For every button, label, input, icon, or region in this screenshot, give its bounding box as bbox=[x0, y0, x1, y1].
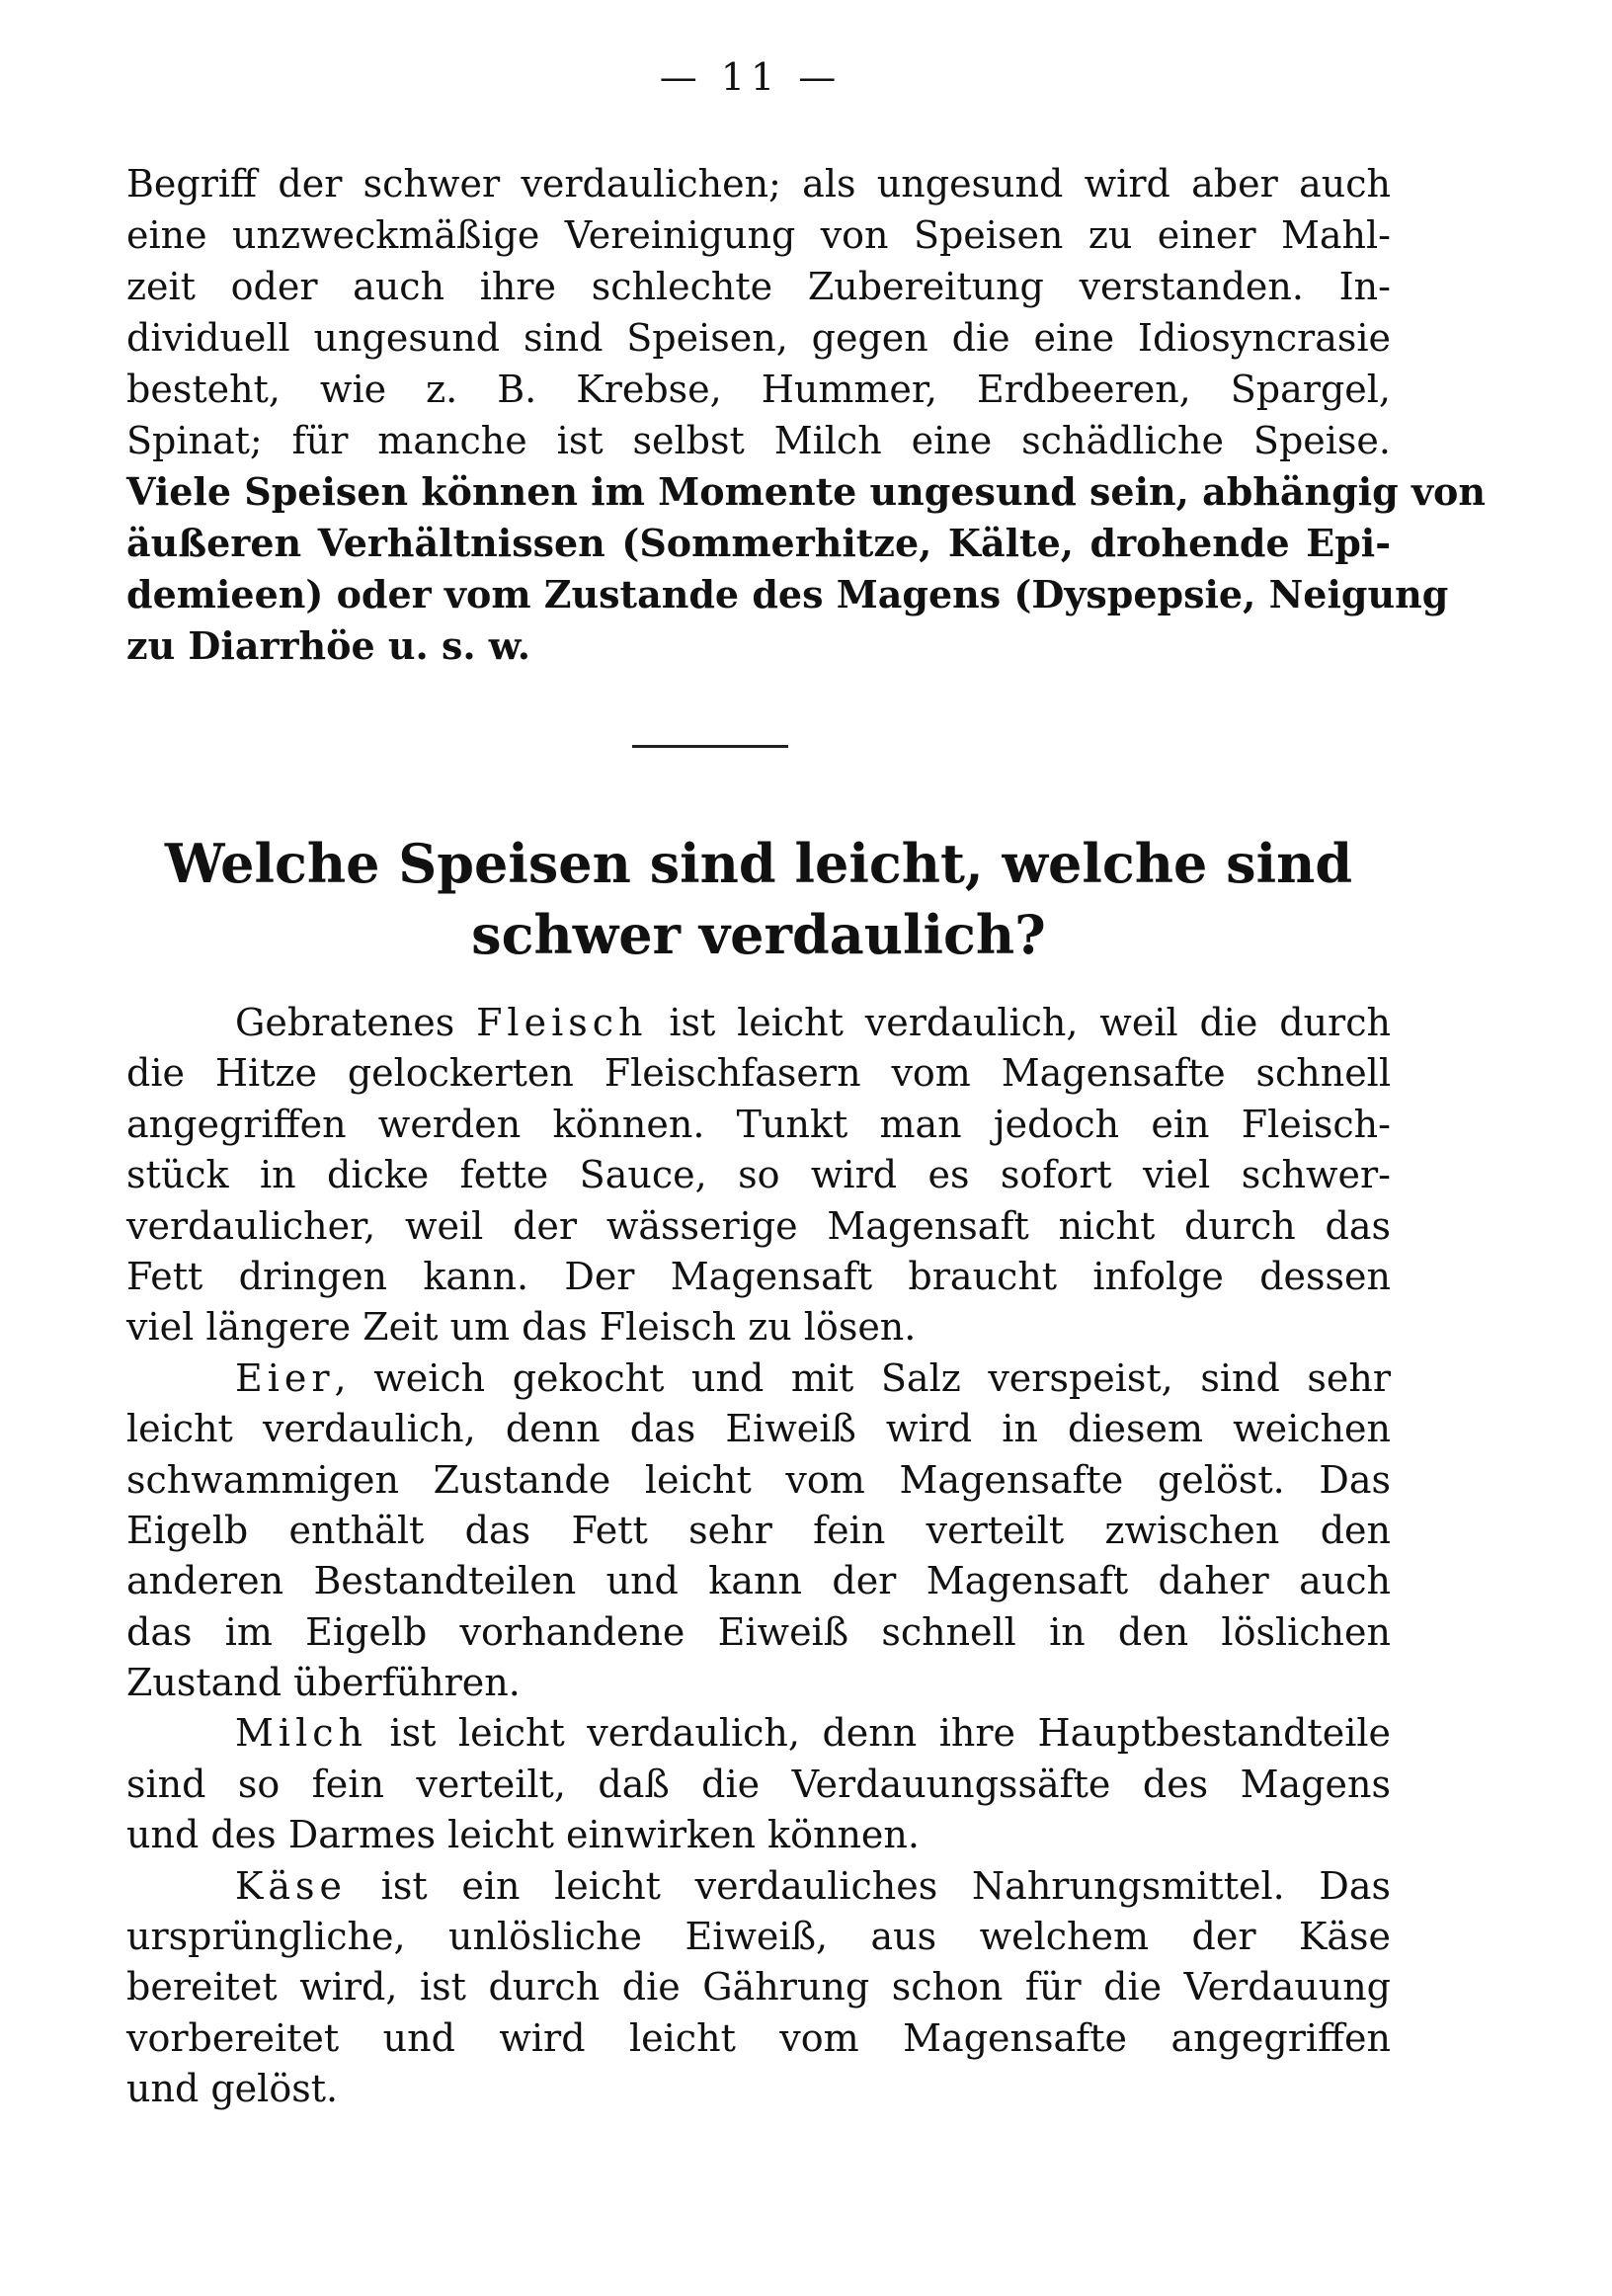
intro-line: demieen) oder vom Zustande des Magens (Dyspepsie, Neigung bbox=[126, 572, 1449, 616]
paragraph-line: bereitet wird, ist durch die Gährung schon für die Verdauung bbox=[126, 1965, 1391, 2009]
paragraph-line: verdaulicher, weil der wässerige Magensaft nicht durch das bbox=[126, 1203, 1391, 1248]
keyword-kaese: Käse bbox=[235, 1863, 348, 1908]
keyword-fleisch: Fleisch bbox=[476, 1001, 648, 1044]
intro-line: Begriff der schwer verdaulichen; als ungesund wird aber auch bbox=[126, 162, 1391, 205]
paragraph-line: die Hitze gelockerten Fleischfasern vom Magensafte schnell bbox=[126, 1051, 1391, 1096]
intro-paragraph bbox=[126, 158, 1487, 672]
intro-line: dividuell ungesund sind Speisen, gegen die eine Idiosyncrasie bbox=[126, 316, 1391, 360]
milch-suffix: ist leicht verdaulich, denn ihre Hauptbestandteile bbox=[389, 1711, 1391, 1756]
paragraph-line: ursprüngliche, unlösliche Eiweiß, aus welchem der Käse bbox=[126, 1915, 1391, 1959]
section-body bbox=[126, 998, 1391, 2115]
keyword-milch: Milch bbox=[235, 1711, 367, 1756]
paragraph-line: stück in dicke fette Sauce, so wird es sofort viel schwer- bbox=[126, 1153, 1391, 1197]
paragraph-kaese-first-line bbox=[126, 1861, 1391, 1912]
intro-line: zu Diarrhöe u. s. w. bbox=[126, 623, 530, 668]
section-divider bbox=[632, 745, 788, 748]
paragraph-line: Fett dringen kann. Der Magensaft braucht infolge dessen bbox=[126, 1254, 1391, 1298]
intro-line: besteht, wie z. B. Krebse, Hummer, Erdbeeren, Spargel, bbox=[126, 368, 1391, 411]
paragraph-line: leicht verdaulich, denn das Eiweiß wird in diesem weichen bbox=[126, 1407, 1391, 1451]
paragraph-line: das im Eigelb vorhandene Eiweiß schnell in den löslichen bbox=[126, 1609, 1391, 1654]
paragraph-line: und gelöst. bbox=[126, 2067, 339, 2111]
eier-suffix: , weich gekocht und mit Salz verspeist, sind sehr bbox=[334, 1355, 1391, 1400]
keyword-eier: Eier bbox=[235, 1355, 335, 1400]
heading-line: Welche Speisen sind leicht, welche sind bbox=[164, 832, 1353, 895]
paragraph-line: und des Darmes leicht einwirken können. bbox=[126, 1813, 920, 1857]
paragraph-line: angegriffen werden können. Tunkt man jedoch ein Fleisch- bbox=[126, 1102, 1391, 1146]
intro-line: zeit oder auch ihre schlechte Zubereitung verstanden. In- bbox=[126, 265, 1391, 308]
fleisch-suffix: ist leicht verdaulich, weil die durch bbox=[669, 1001, 1391, 1044]
intro-line: Viele Speisen können im Momente ungesund sein, abhängig von bbox=[126, 469, 1487, 514]
paragraph-fleisch-first-line bbox=[126, 998, 1391, 1048]
page-number: — 11 — bbox=[659, 55, 843, 99]
intro-line: Spinat; für manche ist selbst Milch eine schädliche Speise. bbox=[126, 419, 1391, 462]
intro-line: äußeren Verhältnissen (Sommerhitze, Kälte, drohende Epi- bbox=[126, 521, 1391, 565]
heading-line: schwer verdaulich? bbox=[471, 903, 1046, 966]
kaese-suffix: ist ein leicht verdauliches Nahrungsmittel. Das bbox=[380, 1863, 1391, 1908]
paragraph-eier-first-line bbox=[126, 1353, 1391, 1404]
paragraph-line: vorbereitet und wird leicht vom Magensafte angegriffen bbox=[126, 2015, 1391, 2060]
paragraph-line: sind so fein verteilt, daß die Verdauungssäfte des Magens bbox=[126, 1762, 1391, 1806]
section-heading bbox=[126, 828, 1391, 970]
intro-line: eine unzweckmäßige Vereinigung von Speisen zu einer Mahl- bbox=[126, 213, 1391, 257]
paragraph-milch-first-line bbox=[126, 1708, 1391, 1759]
paragraph-line: schwammigen Zustande leicht vom Magensafte gelöst. Das bbox=[126, 1457, 1391, 1502]
paragraph-line: viel längere Zeit um das Fleisch zu lösen. bbox=[126, 1305, 917, 1350]
paragraph-line: Eigelb enthält das Fett sehr fein verteilt zwischen den bbox=[126, 1508, 1391, 1552]
paragraph-line: Zustand überführen. bbox=[126, 1661, 521, 1705]
paragraph-line: anderen Bestandteilen und kann der Magensaft daher auch bbox=[126, 1559, 1391, 1603]
fleisch-prefix: Gebratenes bbox=[235, 1001, 455, 1044]
